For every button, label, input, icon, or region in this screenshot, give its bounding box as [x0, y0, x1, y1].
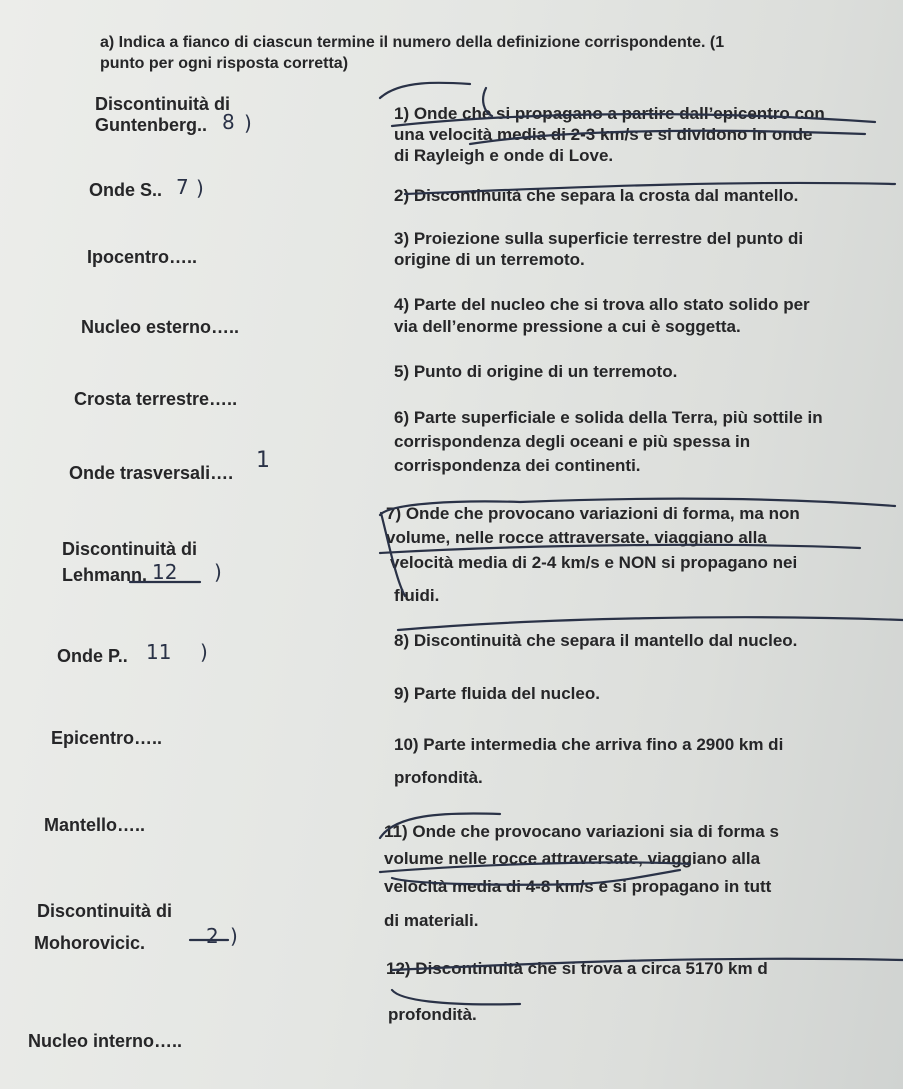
instruction-line-1: a) Indica a fianco di ciascun termine il numero della definizione corrispondente. (1 — [100, 34, 725, 51]
definition-6-line-1: 6) Parte superficiale e solida della Terra, più sottile in — [394, 408, 823, 427]
term-6: Onde trasversali…. — [69, 463, 234, 483]
definition-11-line-2: volume nelle rocce attraversate, viaggiano alla — [384, 849, 761, 868]
definition-11-line-1: 11) Onde che provocano variazioni sia di forma s — [384, 822, 779, 841]
term-7-answer-paren: ) — [214, 560, 222, 584]
term-8-answer: 11 — [146, 640, 172, 664]
term-11-line-2: Mohorovicic. — [34, 933, 146, 953]
definition-1-line-3: di Rayleigh e onde di Love. — [394, 146, 614, 165]
pen-bracket-def12 — [392, 990, 520, 1004]
term-1-line-2: Guntenberg.. — [95, 115, 207, 135]
term-1-line-1: Discontinuità di — [95, 94, 230, 114]
definition-10-line-2: profondità. — [394, 768, 483, 787]
definition-4-line-1: 4) Parte del nucleo che si trova allo stato solido per — [394, 295, 810, 314]
definition-11-line-4: di materiali. — [384, 911, 479, 930]
definition-1-line-2: una velocità media di 2-3 km/s e si dividono in onde — [394, 125, 813, 144]
definition-12-line-2: profondità. — [388, 1005, 477, 1024]
term-12: Nucleo interno….. — [28, 1031, 183, 1051]
definition-11-line-3: velocità media di 4-8 km/s e si propagano in tutt — [384, 877, 772, 896]
definition-12-line-1: 12) Discontinuità che si trova a circa 5170 km d — [386, 959, 768, 978]
term-1-answer-paren: ) — [244, 111, 252, 135]
definition-3-line-2: origine di un terremoto. — [394, 250, 585, 269]
term-7-answer: 12 — [152, 560, 178, 584]
definition-5: 5) Punto di origine di un terremoto. — [394, 362, 678, 381]
term-2-answer-paren: ) — [196, 176, 204, 200]
definition-2: 2) Discontinuità che separa la crosta dal mantello. — [394, 186, 799, 205]
instruction-line-2: punto per ogni risposta corretta) — [100, 55, 349, 72]
definition-7-line-2: volume, nelle rocce attraversate, viaggiano alla — [386, 528, 767, 547]
term-7-line-2: Lehmann. — [62, 565, 148, 585]
term-11-answer: 2 — [206, 924, 219, 948]
definition-10-line-1: 10) Parte intermedia che arriva fino a 2900 km di — [394, 735, 784, 754]
term-8-answer-paren: ) — [200, 640, 208, 664]
definition-7-line-4: fluidi. — [394, 586, 440, 605]
definition-7-line-1: 7) Onde che provocano variazioni di forma, ma non — [386, 504, 800, 523]
definition-8: 8) Discontinuità che separa il mantello dal nucleo. — [394, 631, 798, 650]
definition-1-line-1: 1) Onde che si propagano a partire dall’epicentro con — [394, 104, 825, 123]
term-4: Nucleo esterno….. — [81, 317, 240, 337]
definition-6-line-2: corrispondenza degli oceani e più spessa in — [394, 432, 751, 451]
definition-4-line-2: via dell’enorme pressione a cui è soggetta. — [394, 317, 741, 336]
definition-9: 9) Parte fluida del nucleo. — [394, 684, 600, 703]
pen-line-def8 — [398, 617, 903, 630]
term-5: Crosta terrestre….. — [74, 389, 238, 409]
term-6-answer: 1 — [256, 448, 270, 473]
term-1-answer: 8 — [222, 110, 235, 134]
definition-3-line-1: 3) Proiezione sulla superficie terrestre del punto di — [394, 229, 804, 248]
term-2: Onde S.. — [89, 180, 163, 200]
definition-7-line-3: velocità media di 2-4 km/s e NON si propagano nei — [390, 553, 798, 572]
term-3: Ipocentro….. — [87, 247, 198, 267]
definition-6-line-3: corrispondenza dei continenti. — [394, 456, 641, 475]
term-10: Mantello….. — [44, 815, 146, 835]
term-9: Epicentro….. — [51, 728, 163, 748]
term-7-line-1: Discontinuità di — [62, 539, 197, 559]
term-2-answer: 7 — [176, 175, 189, 199]
term-11-line-1: Discontinuità di — [37, 901, 172, 921]
term-8: Onde P.. — [57, 646, 128, 666]
term-11-answer-paren: ) — [230, 924, 238, 948]
